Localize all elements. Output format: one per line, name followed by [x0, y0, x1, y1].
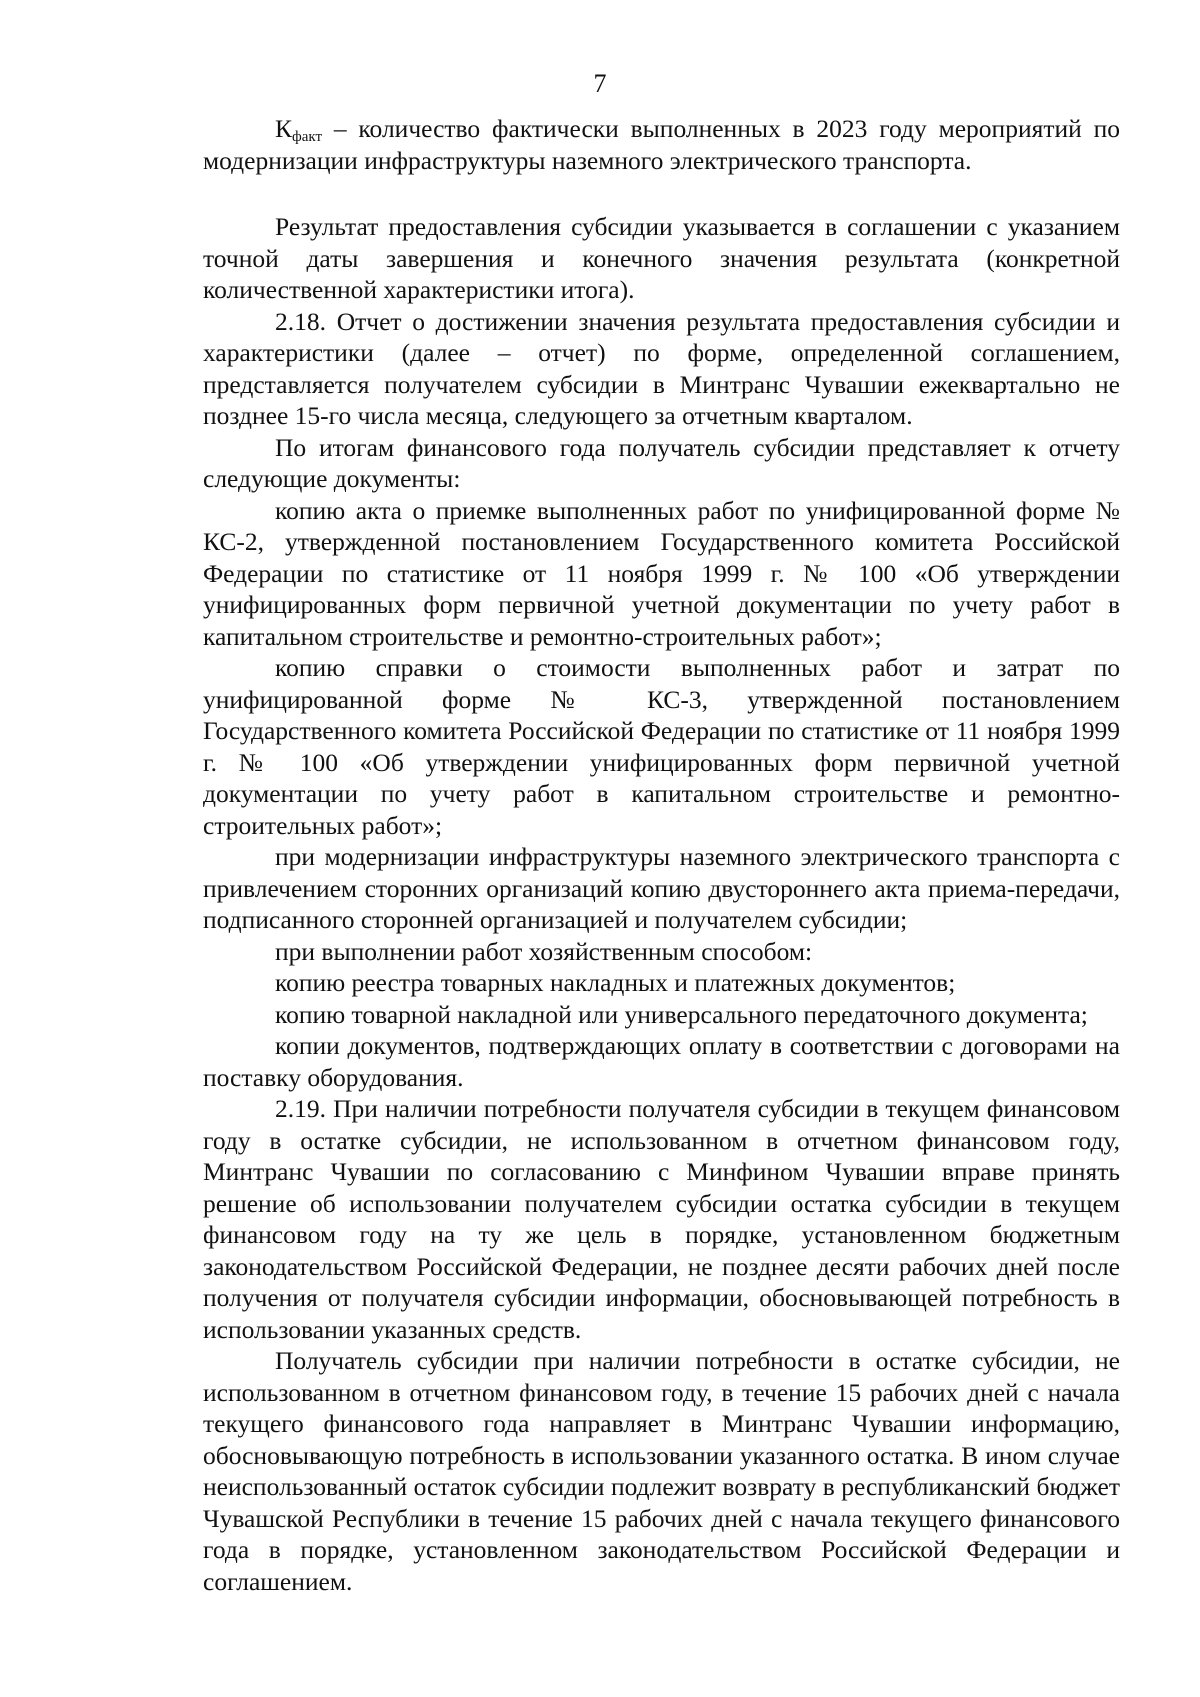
list-item-own-method: при выполнении работ хозяйственным способом: — [275, 936, 813, 966]
paragraph-2-18: 2.18. Отчет о достижении значения результата предоставления субсидии и характеристики (далее – отчет) по форме, определенной соглашением, представляется получателем субсидии в Минтранс Чувашии ежеквартально не позднее 15-го числа месяца, следующего за отчетным кварталом. — [203, 306, 1120, 430]
list-item-ks3: копию справки о стоимости выполненных работ и затрат по унифицированной форме № КС-3, утвержденной постановлением Государственного комитета Российской Федерации по статистике от 11 ноября 1999 г. № 100 «Об утверждении унифицированных форм первичной учетной документации по учету работ в капитальном строительстве и ремонтно-строительных работ»; — [203, 653, 1120, 840]
definition-symbol-subscript: факт — [292, 129, 323, 145]
paragraph-year-end-documents: По итогам финансового года получатель субсидии представляет к отчету следующие документы: — [203, 432, 1120, 493]
list-item-ks2: копию акта о приемке выполненных работ по унифицированной форме № КС-2, утвержденной постановлением Государственного комитета Российской Федерации по статистике от 11 ноября 1999 г. № 100 «Об утверждении унифицированных форм первичной учетной документации по учету работ в капитальном строительстве и ремонтно-строительных работ»; — [203, 495, 1120, 651]
paragraph-2-19: 2.19. При наличии потребности получателя субсидии в текущем финансовом году в остатке субсидии, не использованном в отчетном финансовом году, Минтранс Чувашии по согласованию с Минфином Чувашии вправе принять решение об использовании получателем субсидии остатка субсидии в текущем финансовом году на ту же цель в порядке, установленном бюджетным законодательством Российской Федерации, не позднее десяти рабочих дней после получения от получателя субсидии информации, обосновывающей потребность в использовании указанных средств. — [203, 1094, 1120, 1344]
paragraph-recipient-remainder: Получатель субсидии при наличии потребности в остатке субсидии, не использованном в отчетном финансовом году, в течение 15 рабочих дней с начала текущего финансового года направляет в Минтранс Чувашии информацию, обосновывающую потребность в использовании указанного остатка. В ином случае неиспользованный остаток субсидии подлежит возврату в республиканский бюджет Чувашской Республики в течение 15 рабочих дней с начала текущего финансового года в порядке, установленном законодательством Российской Федерации и соглашением. — [203, 1346, 1120, 1596]
list-item-payment-docs: копии документов, подтверждающих оплату в соответствии с договорами на поставку оборудования. — [203, 1031, 1120, 1092]
paragraph-result: Результат предоставления субсидии указывается в соглашении с указанием точной даты завершения и конечного значения результата (конкретной количественной характеристики итога). — [203, 212, 1120, 304]
definition-text: – количество фактически выполненных в 2023 году мероприятий по модернизации инфраструктуры наземного электрического транспорта. — [203, 114, 1120, 175]
list-item-third-party: при модернизации инфраструктуры наземного электрического транспорта с привлечением сторонних организаций копию двустороннего акта приема-передачи, подписанного сторонней организацией и получателем субсидии; — [203, 842, 1120, 934]
definition-symbol: К — [275, 114, 293, 143]
definition-paragraph — [203, 113, 1120, 176]
list-item-invoice: копию товарной накладной или универсального передаточного документа; — [275, 999, 1088, 1029]
document-body — [203, 113, 1120, 1597]
list-item-registry: копию реестра товарных накладных и платежных документов; — [275, 968, 956, 997]
page-number: 7 — [593, 69, 607, 98]
